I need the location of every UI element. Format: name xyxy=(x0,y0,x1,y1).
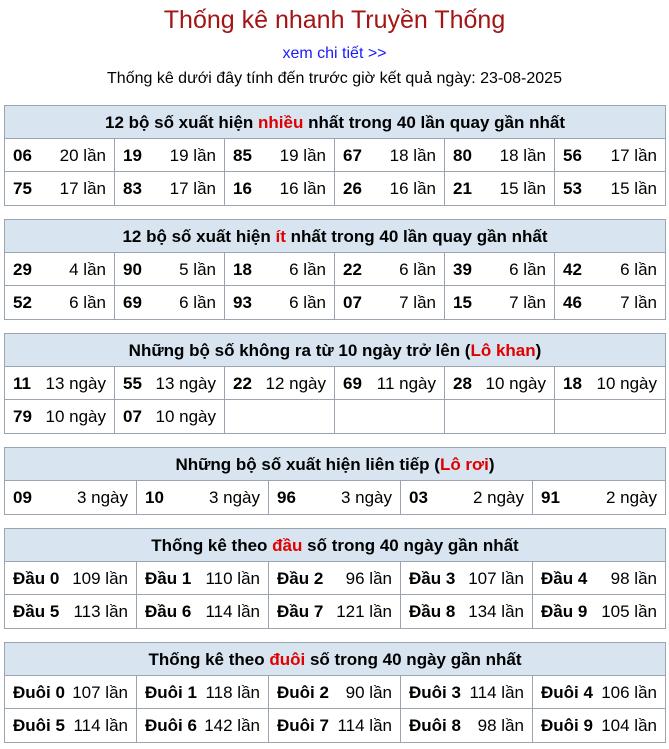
dau-stats-section xyxy=(4,528,666,629)
stat-cell xyxy=(5,595,137,628)
stat-cell xyxy=(533,595,665,628)
stat-cell xyxy=(555,286,665,319)
stat-value: 7 lần xyxy=(620,293,657,312)
stat-cell xyxy=(335,400,445,433)
stat-value: 109 lần xyxy=(72,569,128,588)
stat-cell xyxy=(401,709,533,742)
heading-highlight: ít xyxy=(275,227,286,246)
stat-key: 42 xyxy=(563,260,582,279)
stat-cell xyxy=(115,286,225,319)
stat-key: 16 xyxy=(233,179,252,198)
stat-key: 39 xyxy=(453,260,472,279)
heading-text: ) xyxy=(535,341,542,360)
stat-value: 16 lần xyxy=(279,179,326,198)
stats-row xyxy=(5,253,665,286)
stat-key: Đuôi 1 xyxy=(145,683,197,702)
stat-key: 52 xyxy=(13,293,32,312)
stat-key: 07 xyxy=(123,407,142,426)
stat-cell xyxy=(335,253,445,286)
stat-value: 90 lần xyxy=(345,683,392,702)
heading-highlight: đuôi xyxy=(269,650,306,669)
heading-text: Thống kê theo xyxy=(148,650,270,669)
stat-key: 69 xyxy=(343,374,362,393)
stat-value: 107 lần xyxy=(72,683,128,702)
stat-key: 26 xyxy=(343,179,362,198)
stat-cell xyxy=(555,172,665,205)
heading-text: Những bộ số không ra từ 10 ngày trở lên ( xyxy=(128,341,471,360)
stat-value: 113 lần xyxy=(73,602,128,621)
stat-cell xyxy=(555,253,665,286)
stat-key: 80 xyxy=(453,146,472,165)
stat-key: 09 xyxy=(13,488,32,507)
stat-cell xyxy=(5,253,115,286)
stat-key: 22 xyxy=(343,260,362,279)
lo-roi-section xyxy=(4,447,666,515)
stat-key: Đầu 1 xyxy=(145,569,192,588)
section-heading xyxy=(5,643,665,676)
stat-cell xyxy=(225,367,335,400)
stat-value: 20 lần xyxy=(59,146,106,165)
stat-cell xyxy=(115,172,225,205)
stat-key: Đầu 9 xyxy=(541,602,588,621)
stat-value: 6 lần xyxy=(179,293,216,312)
least-frequent-section xyxy=(4,219,666,320)
stat-key: 91 xyxy=(541,488,560,507)
stat-value: 98 lần xyxy=(610,569,657,588)
stat-key: 67 xyxy=(343,146,362,165)
stat-value: 107 lần xyxy=(468,569,524,588)
stat-value: 114 lần xyxy=(73,716,128,735)
stat-value: 17 lần xyxy=(610,146,657,165)
stat-value: 18 lần xyxy=(389,146,436,165)
stat-value: 18 lần xyxy=(499,146,546,165)
stat-cell xyxy=(115,400,225,433)
stat-cell xyxy=(335,172,445,205)
date-line: Thống kê dưới đây tính đến trước giờ kết quả ngày: 23-08-2025 xyxy=(107,70,562,87)
stat-cell xyxy=(137,481,269,514)
stat-key: 03 xyxy=(409,488,428,507)
stat-cell xyxy=(533,481,665,514)
stat-cell xyxy=(533,562,665,595)
stat-cell xyxy=(401,562,533,595)
stat-value: 13 ngày xyxy=(155,374,216,393)
stat-key: 93 xyxy=(233,293,252,312)
stat-cell xyxy=(555,367,665,400)
stat-cell xyxy=(269,481,401,514)
stat-key: 53 xyxy=(563,179,582,198)
stat-key: Đuôi 5 xyxy=(13,716,65,735)
stat-cell xyxy=(137,595,269,628)
stat-cell xyxy=(5,481,137,514)
stats-row xyxy=(5,481,665,514)
stat-cell xyxy=(269,562,401,595)
stat-key: Đuôi 6 xyxy=(145,716,197,735)
heading-text: nhất trong 40 lần quay gần nhất xyxy=(285,227,548,246)
stat-value: 106 lần xyxy=(601,683,657,702)
stat-key: 19 xyxy=(123,146,142,165)
stat-value: 6 lần xyxy=(399,260,436,279)
stat-cell xyxy=(5,367,115,400)
stat-key: 21 xyxy=(453,179,472,198)
stat-cell xyxy=(5,562,137,595)
stat-value: 10 ngày xyxy=(485,374,546,393)
stat-cell xyxy=(225,253,335,286)
stat-key: Đầu 7 xyxy=(277,602,324,621)
stat-value: 6 lần xyxy=(69,293,106,312)
stats-row xyxy=(5,676,665,709)
stat-cell xyxy=(5,139,115,172)
stat-key: 18 xyxy=(563,374,582,393)
stat-cell xyxy=(225,172,335,205)
stat-cell xyxy=(401,595,533,628)
heading-text: 12 bộ số xuất hiện xyxy=(104,113,259,132)
section-heading xyxy=(5,448,665,481)
stat-key: Đuôi 9 xyxy=(541,716,593,735)
section-heading xyxy=(5,529,665,562)
stat-key: 83 xyxy=(123,179,142,198)
stat-value: 12 ngày xyxy=(265,374,326,393)
stat-cell xyxy=(5,286,115,319)
stat-value: 98 lần xyxy=(477,716,524,735)
stats-row xyxy=(5,709,665,742)
stat-key: Đầu 4 xyxy=(541,569,588,588)
stat-cell xyxy=(5,676,137,709)
stat-cell xyxy=(401,481,533,514)
stat-key: 75 xyxy=(13,179,32,198)
stat-value: 6 lần xyxy=(289,293,326,312)
stat-value: 5 lần xyxy=(179,260,216,279)
stat-cell xyxy=(269,709,401,742)
stats-row xyxy=(5,367,665,400)
heading-highlight: Lô khan xyxy=(470,341,536,360)
stat-value: 10 ngày xyxy=(45,407,106,426)
stat-cell xyxy=(335,367,445,400)
heading-highlight: nhiều xyxy=(258,113,304,132)
stat-cell xyxy=(225,286,335,319)
stat-key: 96 xyxy=(277,488,296,507)
stat-value: 10 ngày xyxy=(596,374,657,393)
stat-key: 46 xyxy=(563,293,582,312)
stats-row xyxy=(5,400,665,433)
duoi-stats-section xyxy=(4,642,666,743)
stat-cell xyxy=(555,400,665,433)
stat-value: 17 lần xyxy=(169,179,216,198)
stat-key: Đầu 3 xyxy=(409,569,456,588)
stat-key: Đầu 5 xyxy=(13,602,60,621)
stat-cell xyxy=(115,367,225,400)
stat-cell xyxy=(445,367,555,400)
stat-key: 18 xyxy=(233,260,252,279)
section-heading xyxy=(5,220,665,253)
stat-value: 121 lần xyxy=(336,602,392,621)
stat-value: 3 ngày xyxy=(76,488,128,507)
stat-key: 69 xyxy=(123,293,142,312)
stat-key: 56 xyxy=(563,146,582,165)
stat-key: 06 xyxy=(13,146,32,165)
stat-cell xyxy=(269,676,401,709)
stat-key: 90 xyxy=(123,260,142,279)
section-heading xyxy=(5,334,665,367)
stats-row xyxy=(5,595,665,628)
stat-cell xyxy=(445,139,555,172)
stat-value: 15 lần xyxy=(499,179,546,198)
stat-key: Đuôi 0 xyxy=(13,683,65,702)
most-frequent-section xyxy=(4,105,666,206)
stat-value: 96 lần xyxy=(345,569,392,588)
stat-key: 07 xyxy=(343,293,362,312)
stat-key: Đuôi 2 xyxy=(277,683,329,702)
heading-text: số trong 40 ngày gần nhất xyxy=(302,536,519,555)
stat-cell xyxy=(335,139,445,172)
heading-text: nhất trong 40 lần quay gần nhất xyxy=(303,113,566,132)
stat-cell xyxy=(445,286,555,319)
stat-cell xyxy=(137,676,269,709)
stat-value: 16 lần xyxy=(389,179,436,198)
page-title: Thống kê nhanh Truyền Thống xyxy=(163,6,506,34)
heading-text: số trong 40 ngày gần nhất xyxy=(305,650,522,669)
stat-value: 110 lần xyxy=(205,569,260,588)
stat-key: Đuôi 4 xyxy=(541,683,593,702)
stat-cell xyxy=(137,709,269,742)
stats-row xyxy=(5,172,665,205)
stat-cell xyxy=(115,253,225,286)
lo-khan-section xyxy=(4,333,666,434)
stat-key: Đuôi 7 xyxy=(277,716,329,735)
stat-cell xyxy=(5,709,137,742)
heading-text: ) xyxy=(488,455,495,474)
stat-key: 15 xyxy=(453,293,472,312)
stat-key: Đầu 8 xyxy=(409,602,456,621)
stat-cell xyxy=(445,253,555,286)
detail-link[interactable]: xem chi tiết >> xyxy=(282,45,387,62)
stats-row xyxy=(5,286,665,319)
stat-cell xyxy=(115,139,225,172)
stat-value: 114 lần xyxy=(337,716,392,735)
stat-value: 3 ngày xyxy=(208,488,260,507)
stat-key: 10 xyxy=(145,488,164,507)
stat-value: 3 ngày xyxy=(340,488,392,507)
stat-cell xyxy=(5,400,115,433)
stat-value: 2 ngày xyxy=(472,488,524,507)
stat-value: 114 lần xyxy=(205,602,260,621)
stat-value: 11 ngày xyxy=(376,374,436,393)
stats-row xyxy=(5,139,665,172)
stat-key: 28 xyxy=(453,374,472,393)
stat-value: 10 ngày xyxy=(155,407,216,426)
stat-value: 118 lần xyxy=(205,683,260,702)
stat-cell xyxy=(533,676,665,709)
stat-key: 55 xyxy=(123,374,142,393)
stat-value: 17 lần xyxy=(59,179,106,198)
stats-row xyxy=(5,562,665,595)
heading-text: 12 bộ số xuất hiện xyxy=(122,227,276,246)
section-heading xyxy=(5,106,665,139)
stat-value: 6 lần xyxy=(289,260,326,279)
stat-cell xyxy=(225,139,335,172)
stat-key: Đầu 6 xyxy=(145,602,192,621)
stat-cell xyxy=(555,139,665,172)
stat-key: 85 xyxy=(233,146,252,165)
stat-value: 104 lần xyxy=(601,716,657,735)
heading-text: Những bộ số xuất hiện liên tiếp ( xyxy=(175,455,440,474)
stat-key: 22 xyxy=(233,374,252,393)
stat-key: 11 xyxy=(13,374,31,393)
stat-cell xyxy=(401,676,533,709)
stat-value: 134 lần xyxy=(468,602,524,621)
stat-value: 4 lần xyxy=(69,260,106,279)
stat-cell xyxy=(533,709,665,742)
stat-cell xyxy=(269,595,401,628)
stat-value: 19 lần xyxy=(169,146,216,165)
stat-value: 7 lần xyxy=(399,293,436,312)
stat-key: Đuôi 3 xyxy=(409,683,461,702)
stat-key: 79 xyxy=(13,407,32,426)
stat-cell xyxy=(225,400,335,433)
stat-value: 13 ngày xyxy=(45,374,106,393)
stat-value: 6 lần xyxy=(620,260,657,279)
stat-cell xyxy=(335,286,445,319)
stat-cell xyxy=(445,400,555,433)
stat-key: Đuôi 8 xyxy=(409,716,461,735)
stat-value: 114 lần xyxy=(469,683,524,702)
stat-value: 7 lần xyxy=(509,293,546,312)
stat-key: 29 xyxy=(13,260,32,279)
stat-key: Đầu 0 xyxy=(13,569,60,588)
heading-highlight: đầu xyxy=(272,536,303,555)
stat-value: 142 lần xyxy=(204,716,260,735)
stat-cell xyxy=(445,172,555,205)
stat-value: 6 lần xyxy=(509,260,546,279)
stat-value: 105 lần xyxy=(601,602,657,621)
stat-cell xyxy=(5,172,115,205)
stat-value: 2 ngày xyxy=(605,488,657,507)
heading-text: Thống kê theo xyxy=(151,536,273,555)
stat-cell xyxy=(137,562,269,595)
stat-value: 15 lần xyxy=(610,179,657,198)
stat-value: 19 lần xyxy=(279,146,326,165)
heading-highlight: Lô rơi xyxy=(439,455,489,474)
stat-key: Đầu 2 xyxy=(277,569,324,588)
